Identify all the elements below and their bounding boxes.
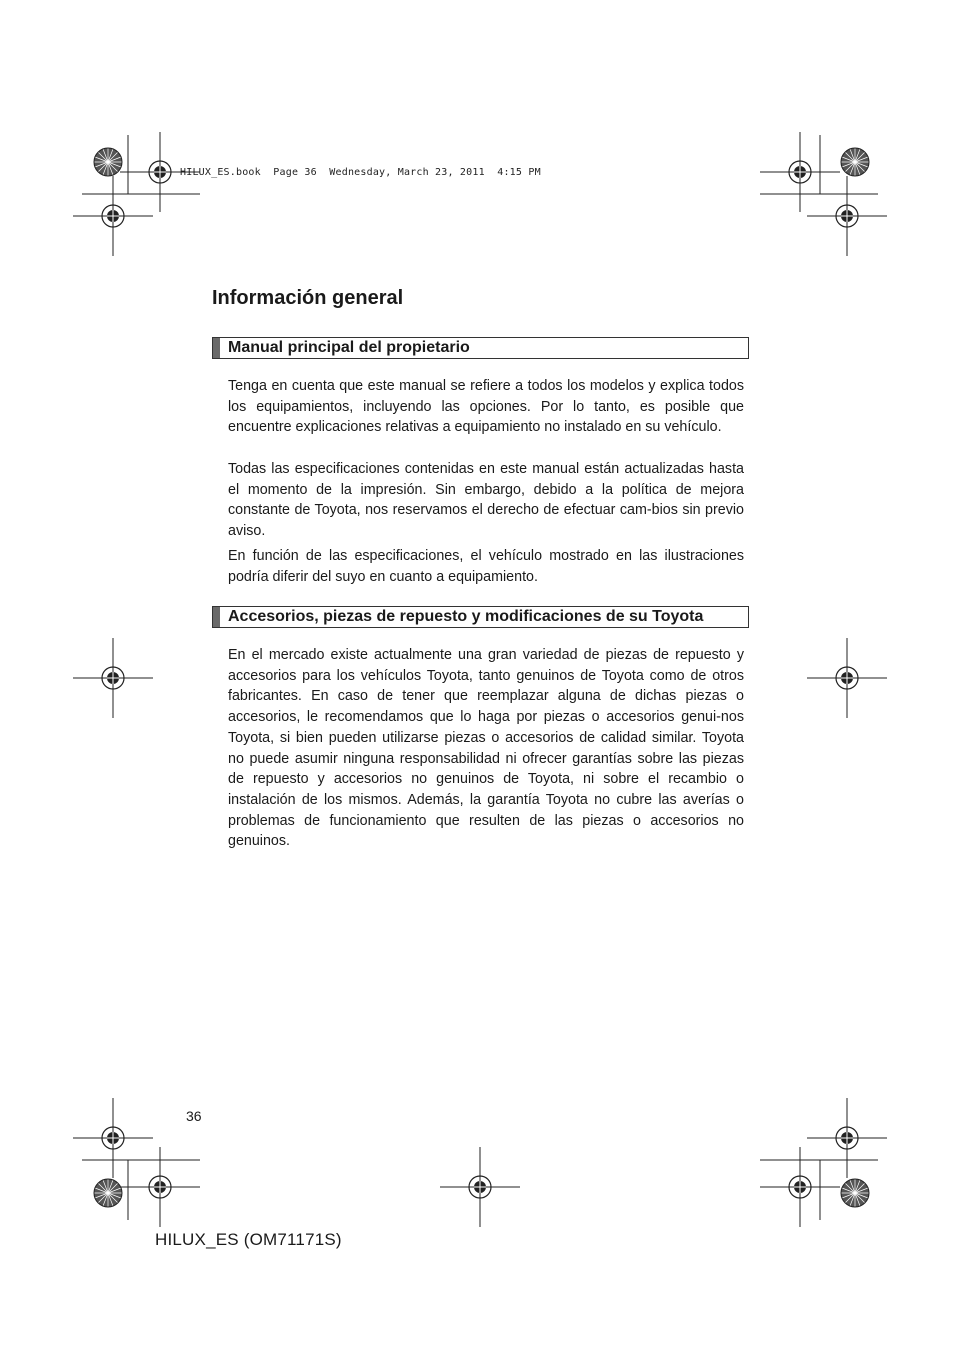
paragraph: Todas las especificaciones contenidas en este manual están actualizadas hasta el momento de la impresión. Sin embargo, debido a la política de mejora constante de Toyota, nos reservamos el derecho de efectuar cam-bios sin previo aviso. bbox=[228, 461, 744, 540]
page-title: Información general bbox=[212, 287, 404, 309]
section-header-accessories bbox=[212, 606, 749, 628]
section-header-owners-manual bbox=[212, 337, 749, 359]
paragraph: En el mercado existe actualmente una gran variedad de piezas de repuesto y accesorios para los vehículos Toyota, tanto genuinos de Toyota como de otros fabricantes. En caso de tener que reemplazar alguna de dichas piezas o accesorios, le recomendamos que lo haga por piezas o accesorios genui-nos Toyota, si bien pueden utilizarse piezas o accesorios de calidad similar. Toyota no puede asumir ninguna responsabilidad ni ofrecer garantías sobre las piezas de repuesto y accesorios no genuinos de Toyota, ni sobre el recambio o instalación de los mismos. Además, la garantía Toyota no cubre las averías o problemas de funcionamiento que resulten de las piezas o accesorios no genuinos. bbox=[228, 647, 744, 850]
section-heading: Accesorios, piezas de repuesto y modificaciones de su Toyota bbox=[228, 608, 704, 625]
footer-model-code: HILUX_ES (OM71171S) bbox=[155, 1230, 342, 1249]
section-bar bbox=[213, 338, 220, 358]
file-stamp: HILUX_ES.book Page 36 Wednesday, March 23, 2011 4:15 PM bbox=[180, 167, 541, 178]
section-heading: Manual principal del propietario bbox=[228, 339, 470, 356]
page-number: 36 bbox=[186, 1108, 202, 1124]
paragraph: En función de las especificaciones, el vehículo mostrado en las ilustraciones podría diferir del suyo en cuanto a equipamiento. bbox=[228, 548, 744, 585]
section-bar bbox=[213, 607, 220, 627]
paragraph: Tenga en cuenta que este manual se refiere a todos los modelos y explica todos los equipamientos, incluyendo las opciones. Por lo tanto, es posible que encuentre explicaciones relativas a equipamiento no instalado en su vehículo. bbox=[228, 378, 744, 436]
